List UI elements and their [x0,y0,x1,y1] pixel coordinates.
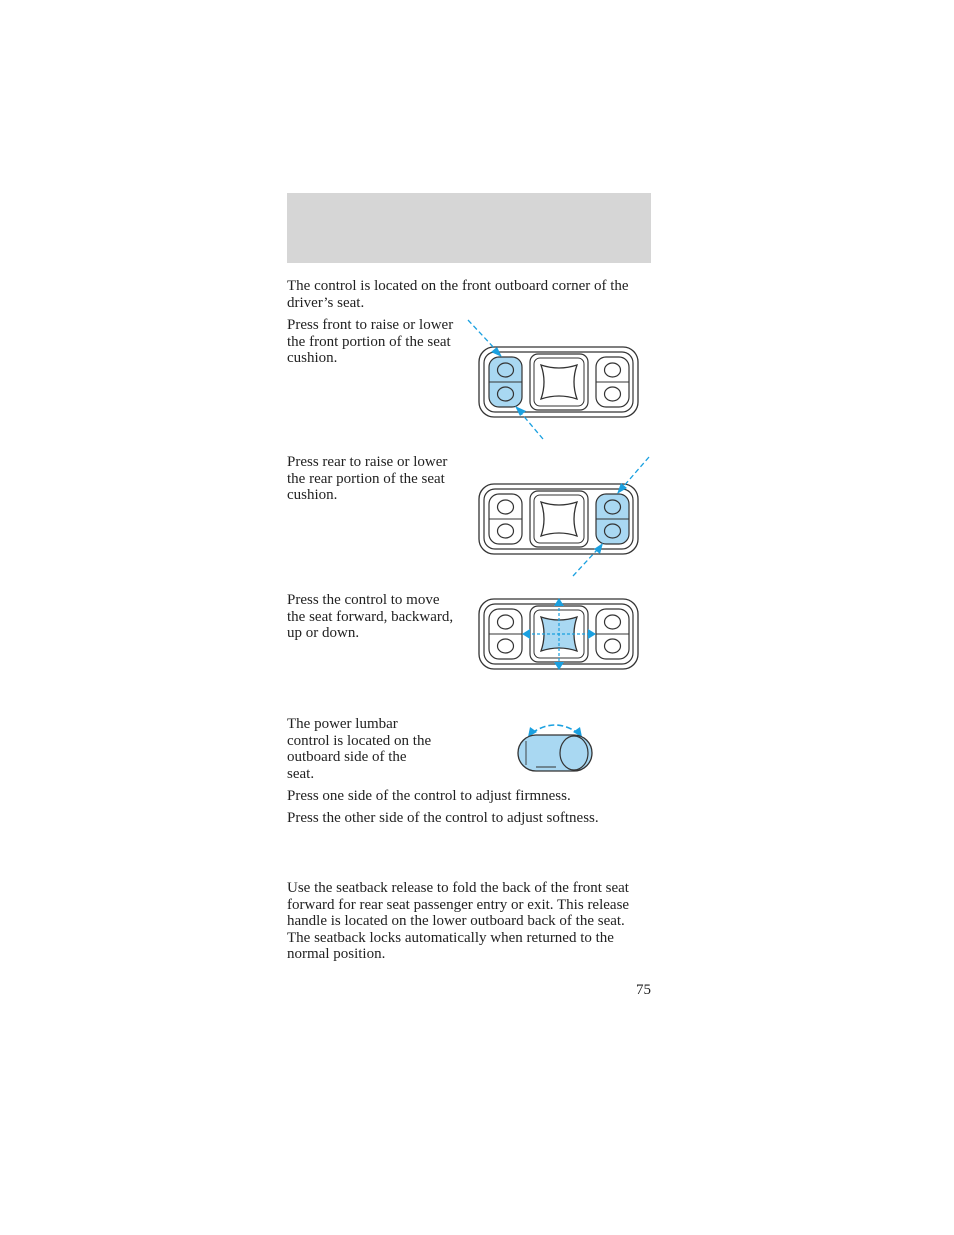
front-text: Press front to raise or lower the front portion of the seat cushion. [287,317,454,366]
move-text: Press the control to move the seat forward, backward, up or down. [287,592,454,641]
softness-text: Press the other side of the control to adjust softness. [287,810,599,826]
section-header-band [287,193,651,263]
seat-control-move-icon [465,570,645,675]
seatback-text: Use the seatback release to fold the back of the front seat forward for rear seat passenger entry or exit. This release handle is located on the lower outboard back of the seat. The seatback locks automatically when returned to the normal position. [287,880,630,962]
lumbar-control-icon [512,715,602,775]
seat-control-front-icon [465,318,645,443]
firmness-text: Press one side of the control to adjust firmness. [287,788,571,804]
intro-text: The control is located on the front outboard corner of the driver’s seat. [287,278,629,311]
page-number: 75 [636,982,651,998]
rear-text: Press rear to raise or lower the rear portion of the seat cushion. [287,454,448,503]
lumbar-text: The power lumbar control is located on the outboard side of the seat. [287,716,432,782]
seat-control-rear-icon [465,455,655,580]
